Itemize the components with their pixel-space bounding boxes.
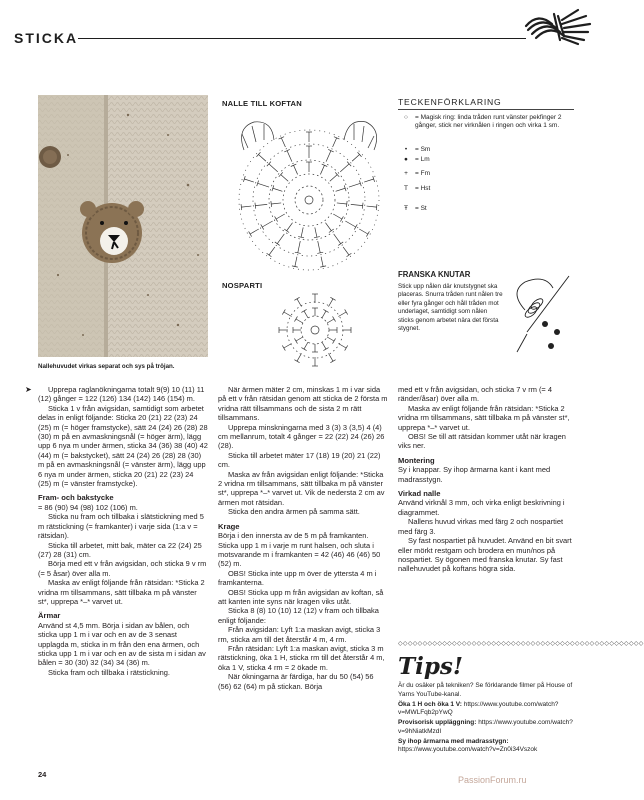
magic-ring-icon: ○	[404, 114, 408, 121]
legend-title: TECKENFÖRKLARING	[398, 97, 502, 107]
tips-link-1[interactable]: https://www.youtube.com/watch?v=MWLFqb2pYwQ	[398, 700, 559, 716]
legend-divider	[398, 109, 574, 110]
chain-stitch-icon: ●	[404, 156, 408, 163]
page-number: 24	[38, 770, 47, 779]
tips-link-3[interactable]: https://www.youtube.com/watch?v=Zn0i34Vszok	[398, 746, 538, 753]
dotted-divider: ◇◇◇◇◇◇◇◇◇◇◇◇◇◇◇◇◇◇◇◇◇◇◇◇◇◇◇◇◇◇◇◇◇◇◇◇◇◇◇◇◇◇◇◇◇◇◇◇◇◇	[398, 641, 644, 647]
continuation-arrow-icon: ➤	[25, 385, 32, 394]
section-label: STICKA	[14, 30, 79, 46]
tips-item-2: Provisorisk uppläggning: https://www.youtube.com/watch?v=9hNiatkMzdI	[398, 719, 573, 735]
photo-caption: Nallehuvudet virkas separat och sys på tröjan.	[38, 363, 175, 370]
text-column-1: Upprepa raglanökningarna totalt 9(9) 10 (11) 11 (12) gånger = 122 (126) 134 (142) 146 (154) m. Sticka 1 v från avigsidan, samtidigt som arbetet delas in enligt följande: Sticka 20 (21) 22 (23) 24 (25) m (= höger framstycke), sätt 24 (24) 26 (28) 28 (30) m på en avmaskningsnål (= höger ärm), lägg upp 6 nya m under ärmen, sticka 34 (36) 38 (40) 42 (44) m (= bakstycket), sätt 24 (24) 26 (28) 28 (30) m på en avmaskningsnål (= vänster ärm), lägg upp 6 nya m under ärmen, sticka 20 (21) 22 (23) 24 (25) m (= vänster framstycke). Fram- och bakstycke = 86 (90) 94 (98) 102 (106) m. Sticka nu fram och tillbaka i slätstickning med 5 m rätstickning (= framkanter) i varje sida (1:a v = rätsidan). Sticka till arbetet, mitt bak, mäter ca 22 (24) 25 (27) 28 (31) cm. Börja med ett v från avigsidan, och sticka 9 v rm (= 5 åsar) över alla m. Maska av enligt följande från rätsidan: *Sticka 2 vridna rm tillsammans, sätt tillbaka m på vänster st*, upprepa *–* varvet ut. Ärmar Använd st 4,5 mm. Börja i sidan av bålen, och sticka upp 1 m i var och en av de 3 senast upplagda m, sticka in m från den ena ärmen, och sticka upp 1 m i var och en av de sista m i sidan av bålen = 30 (30) 32 (34) 34 (36) m. Sticka fram och tillbaka i rätstickning.	[38, 385, 208, 677]
bear-diagram-title: NALLE TILL KOFTAN	[222, 99, 302, 108]
slip-stitch-icon: •	[404, 146, 408, 153]
french-knot-illustration	[505, 272, 577, 364]
heading-fram-bakstycke: Fram- och bakstycke	[38, 493, 114, 503]
heading-krage: Krage	[218, 521, 240, 531]
tips-item-3: Sy ihop ärmarna med madrasstygn: https://www.youtube.com/watch?v=Zn0i34Vszok	[398, 737, 538, 753]
heading-virkad-nalle: Virkad nalle	[398, 489, 441, 499]
french-knots-text: Stick upp nålen där knutstygnet ska placeras. Snurra tråden runt nålen tre eller fyra gånger och håll tråden mot underlaget, samtidigt som nålen sticks genom arbetet nära det första stygnet.	[398, 283, 503, 333]
header-divider	[78, 38, 526, 39]
half-double-crochet-icon: T	[404, 185, 408, 192]
tips-intro: Är du osäker på tekniken? Se förklarande filmer på House of Yarns YouTube-kanal.	[398, 682, 573, 698]
bear-crochet-diagram	[214, 110, 394, 280]
tips-block	[398, 682, 576, 756]
yarn-skein-icon	[518, 6, 598, 46]
text-column-3: med ett v från avigsidan, och sticka 7 v rm (= 4 ränder/åsar) över alla m. Maska av enligt följande från rätsidan: *Sticka 2 vridna rm tillsammans, sätt tillbaka m på vänster st*, upprepa *–* varvet ut. OBS! Se till att rätsidan kommer utåt när kragen viks ner. Montering Sy i knappar. Sy ihop ärmarna kant i kant med madrasstygn. Virkad nalle Använd virknål 3 mm, och virka enligt beskrivning i diagrammet. Nallens huvud virkas med färg 2 och nospartiet med färg 3. Sy fast nospartiet på huvudet. Använd en bit svart eller mörkt restgarn och brodera en mun/nos på nospartiet. Sy ögonen med franska knutar. Sy fast nallehuvudet på koftans högra sida.	[398, 385, 572, 574]
nose-diagram-title: NOSPARTI	[222, 281, 263, 290]
heading-montering: Montering	[398, 455, 435, 465]
double-crochet-icon: Ŧ	[404, 205, 408, 212]
french-knots-title: FRANSKA KNUTAR	[398, 270, 471, 279]
tips-logo: Tips!	[398, 653, 463, 680]
tips-link-2[interactable]: https://www.youtube.com/watch?v=9hNiatkMzdI	[398, 719, 573, 735]
nose-crochet-diagram	[270, 288, 360, 368]
sweater-photo	[38, 95, 208, 357]
tips-item-1: Öka 1 H och öka 1 V: https://www.youtube.com/watch?v=MWLFqb2pYwQ	[398, 700, 559, 716]
text-column-2: När ärmen mäter 2 cm, minskas 1 m i var sida på ett v från rätsidan genom att sticka de 2 första m vridna rätt tillsammans och de sista 2 m rätt tillsammans. Upprepa minskningarna med 3 (3) 3 (3,5) 4 (4) cm mellanrum, totalt 4 gånger = 22 (22) 24 (26) 26 (28). Sticka till arbetet mäter 17 (18) 19 (20) 21 (22) cm. Maska av från avigsidan enligt följande: *Sticka 2 vridna rm tillsammans, sätt tillbaka m på vänster st*, upprepa *–* varvet ut. Vik de nedersta 2 cm av ärmen mot rätsidan. Sticka den andra ärmen på samma sätt. Krage Börja i den innersta av de 5 m på framkanten. Sticka upp 1 m i varje m runt halsen, och sluta i motsvarande m i framkanten = 42 (46) 46 (46) 50 (52) m. OBS! Sticka inte upp m över de yttersta 4 m i framkanterna. OBS! Sticka upp m från avigsidan av koftan, så att kanten inte syns när kragen viks utåt. Sticka 8 (8) 10 (10) 12 (12) v fram och tillbaka enligt följande: Från avigsidan: Lyft 1:a maskan avigt, sticka 3 rm, sticka am till det återstår 4 m, 4 rm. Från rätsidan: Lyft 1:a maskan avigt, sticka 3 m rätstickning, öka 1 H, sticka rm till det återstår 4 m, öka 1 V, sticka 4 rm = 2 ökade m. När ökningarna är färdiga, har du 50 (54) 56 (56) 62 (64) m på stickan. Börja	[218, 385, 388, 691]
heading-armar: Ärmar	[38, 611, 61, 621]
watermark: PassionForum.ru	[458, 775, 527, 785]
single-crochet-icon: +	[404, 170, 408, 177]
